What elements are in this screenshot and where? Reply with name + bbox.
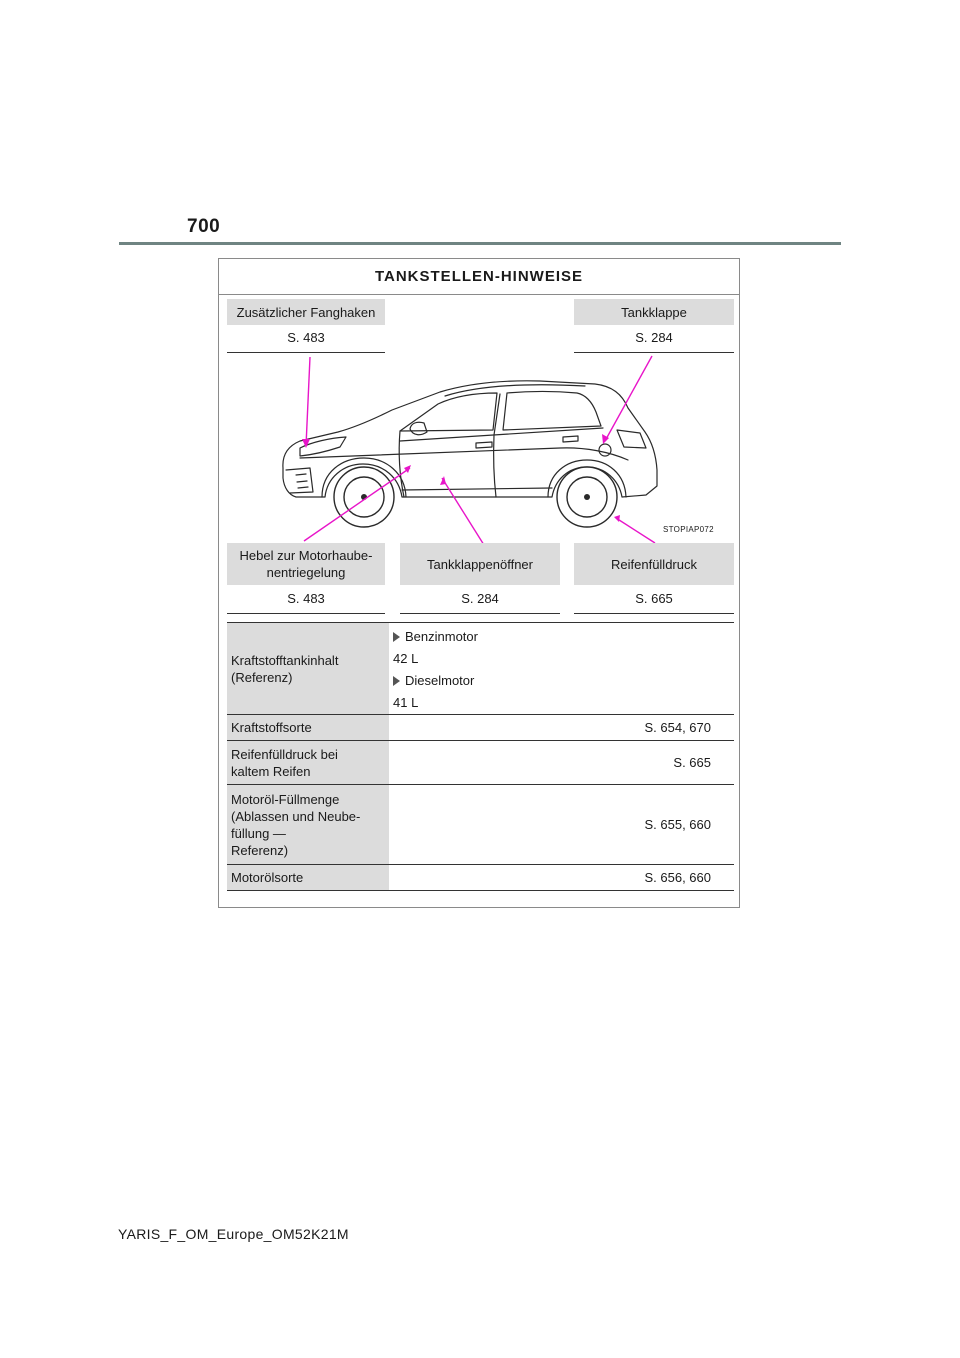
diesel-label: Dieselmotor xyxy=(405,672,475,688)
leader-hook xyxy=(306,357,310,446)
spec-label-oil-capacity-1: Motoröl-Füllmenge xyxy=(231,791,340,807)
footer-doc-id: YARIS_F_OM_Europe_OM52K21M xyxy=(118,1226,349,1242)
spec-label-oil-capacity xyxy=(227,785,389,865)
spec-row-oil-capacity xyxy=(227,785,734,865)
car-door-line-middle xyxy=(494,394,500,497)
callout-ref-fuel-door[interactable]: S. 284 xyxy=(574,326,734,353)
spec-label-oil-capacity-4: Referenz) xyxy=(231,842,289,858)
triangle-bullet-icon xyxy=(393,676,400,686)
triangle-bullet-icon xyxy=(393,632,400,642)
spec-value-capacity xyxy=(389,623,734,715)
leader-door-opener xyxy=(442,478,484,545)
spec-table xyxy=(227,622,734,891)
figure-code: STOPIAP072 xyxy=(663,525,714,534)
callout-text-hood-lever-2: nentriegelung xyxy=(266,565,346,580)
spec-label-capacity xyxy=(227,623,389,715)
diesel-value: 41 L xyxy=(393,694,419,710)
car-mirror xyxy=(410,422,427,434)
callout-label-door-opener xyxy=(400,543,560,585)
petrol-label: Benzinmotor xyxy=(405,628,478,644)
callout-ref-tire-pressure[interactable]: S. 665 xyxy=(574,587,734,614)
leader-tire-pressure xyxy=(616,518,655,543)
spec-label-capacity-1: Kraftstofftankinhalt xyxy=(231,652,339,668)
car-belt-line xyxy=(400,428,603,441)
callout-ref-door-opener[interactable]: S. 284 xyxy=(400,587,560,614)
leader-tire-pressure-arrow xyxy=(614,515,620,522)
spec-ref-oil-capacity[interactable]: S. 655, 660 xyxy=(389,785,734,865)
spec-ref-tire-cold[interactable]: S. 665 xyxy=(389,741,734,785)
car-fuel-door xyxy=(599,444,611,456)
spec-label-oil-type: Motorölsorte xyxy=(227,865,389,891)
car-window-rear xyxy=(503,392,601,431)
callout-text-hook: Zusätzlicher Fanghaken xyxy=(236,304,376,320)
spec-ref-oil-type[interactable]: S. 656, 660 xyxy=(389,865,734,891)
spec-row-fuel-type xyxy=(227,715,734,741)
callout-text-hood-lever-1: Hebel zur Motorhaube- xyxy=(239,548,373,563)
car-handle-rear xyxy=(563,436,578,442)
callout-text-fuel-door: Tankklappe xyxy=(621,304,687,320)
car-front-detail xyxy=(296,474,308,488)
spec-label-oil-capacity-2: (Ablassen und Neube- xyxy=(231,808,361,824)
spec-label-capacity-2: (Referenz) xyxy=(231,669,293,685)
leader-door-opener-arrow xyxy=(440,476,446,485)
callout-label-tire-pressure xyxy=(574,543,734,585)
car-side-crease xyxy=(300,448,628,460)
spec-label-tire-cold xyxy=(227,741,389,785)
callout-text-tire-pressure: Reifenfülldruck xyxy=(611,556,697,572)
callout-text-door-opener: Tankklappenöffner xyxy=(426,556,533,572)
car-handle-front xyxy=(476,442,492,448)
section-title: TANKSTELLEN-HINWEISE xyxy=(219,259,739,295)
car-rear-hub xyxy=(584,494,590,500)
spec-label-oil-capacity-3: füllung — xyxy=(231,825,286,841)
spec-label-tire-cold-1: Reifenfülldruck bei xyxy=(231,746,338,762)
petrol-line xyxy=(393,627,734,647)
spec-row-capacity xyxy=(227,623,734,715)
car-window-front xyxy=(400,393,497,431)
spec-row-oil-type xyxy=(227,865,734,891)
diesel-line xyxy=(393,671,734,691)
car-taillight xyxy=(617,430,646,448)
page-number: 700 xyxy=(187,216,221,237)
callout-ref-hood-lever[interactable]: S. 483 xyxy=(227,587,385,614)
spec-ref-fuel-type[interactable]: S. 654, 670 xyxy=(389,715,734,741)
car-front-grille xyxy=(286,468,313,493)
spec-label-fuel-type: Kraftstoffsorte xyxy=(227,715,389,741)
petrol-value: 42 L xyxy=(393,650,419,666)
leader-fuel-door xyxy=(605,356,652,441)
spec-row-tire-cold xyxy=(227,741,734,785)
car-sill xyxy=(402,488,552,490)
callout-label-hood-lever xyxy=(227,543,385,585)
spec-label-tire-cold-2: kaltem Reifen xyxy=(231,763,311,779)
callout-ref-hook[interactable]: S. 483 xyxy=(227,326,385,353)
